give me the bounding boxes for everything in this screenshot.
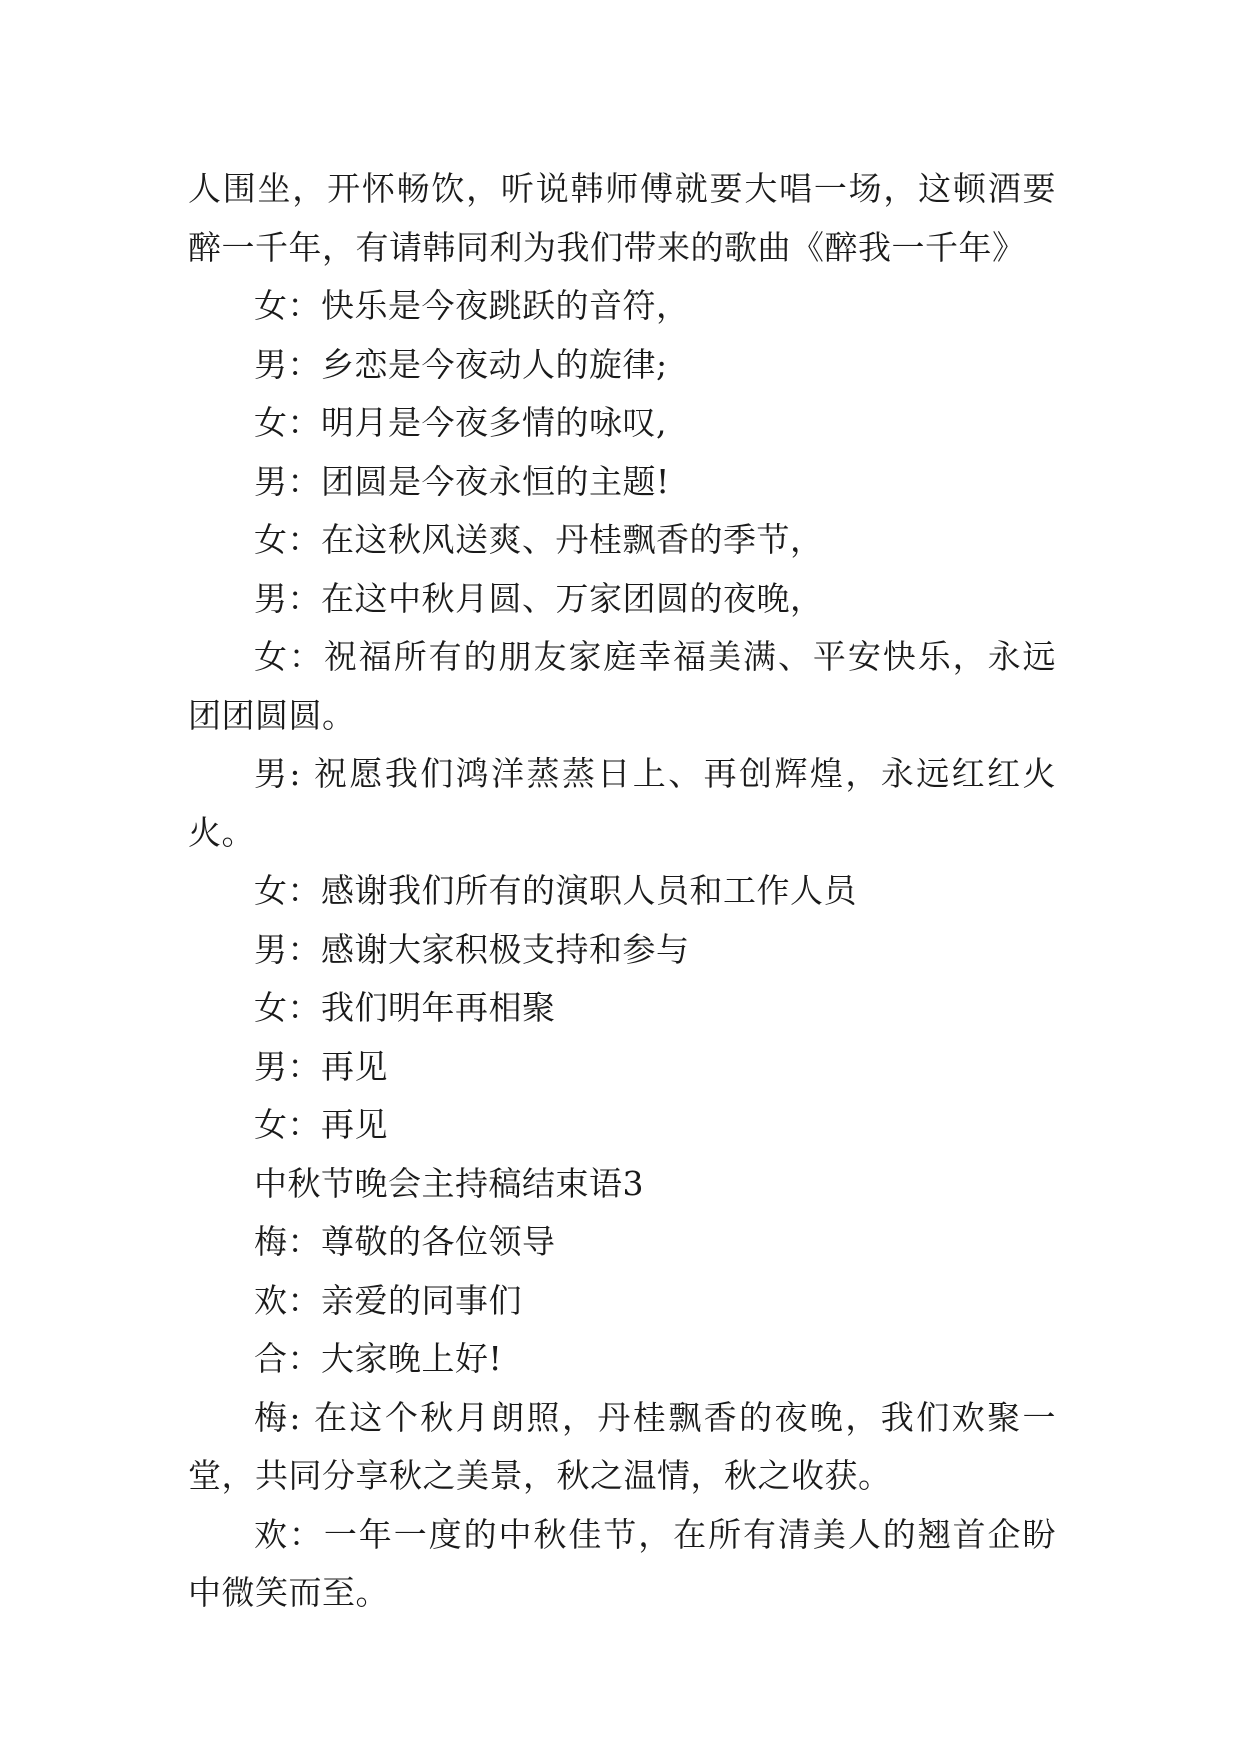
paragraph: 女：祝福所有的朋友家庭幸福美满、平安快乐，永远团团圆圆。 — [188, 637, 1056, 735]
paragraph: 女：我们明年再相聚 — [254, 988, 556, 1027]
paragraph: 女：在这秋风送爽、丹桂飘香的季节， — [254, 520, 824, 559]
paragraph: 梅: 在这个秋月朗照，丹桂飘香的夜晚，我们欢聚一堂，共同分享秋之美景，秋之温情，秋之收获。 — [188, 1397, 1056, 1495]
paragraph: 男：团圆是今夜永恒的主题! — [254, 461, 670, 501]
paragraph: 男: 祝愿我们鸿洋蒸蒸日上、再创辉煌，永远红红火火。 — [188, 754, 1056, 852]
paragraph: 合：大家晚上好! — [254, 1339, 503, 1378]
paragraph: 女：明月是今夜多情的咏叹, — [254, 403, 667, 442]
paragraph: 人围坐，开怀畅饮，听说韩师傅就要大唱一场，这顿酒要醉一千年，有请韩同利为我们带来的歌曲《醉我一千年》 — [188, 169, 1056, 267]
paragraph: 女：再见 — [254, 1105, 388, 1144]
paragraph: 梅：尊敬的各位领导 — [254, 1222, 556, 1261]
document-body — [188, 160, 1056, 1623]
paragraph: 男：感谢大家积极支持和参与 — [254, 929, 690, 969]
paragraph: 欢：一年一度的中秋佳节，在所有清美人的翘首企盼中微笑而至。 — [188, 1514, 1056, 1612]
paragraph: 女：感谢我们所有的演职人员和工作人员 — [254, 871, 857, 910]
paragraph: 男：乡恋是今夜动人的旋律; — [254, 344, 668, 384]
paragraph: 男：再见 — [254, 1046, 388, 1086]
paragraph: 欢：亲爱的同事们 — [254, 1280, 522, 1320]
paragraph: 女：快乐是今夜跳跃的音符， — [254, 286, 690, 325]
section-heading: 中秋节晚会主持稿结束语3 — [254, 1163, 644, 1203]
paragraph: 男：在这中秋月圆、万家团圆的夜晚， — [254, 578, 824, 618]
